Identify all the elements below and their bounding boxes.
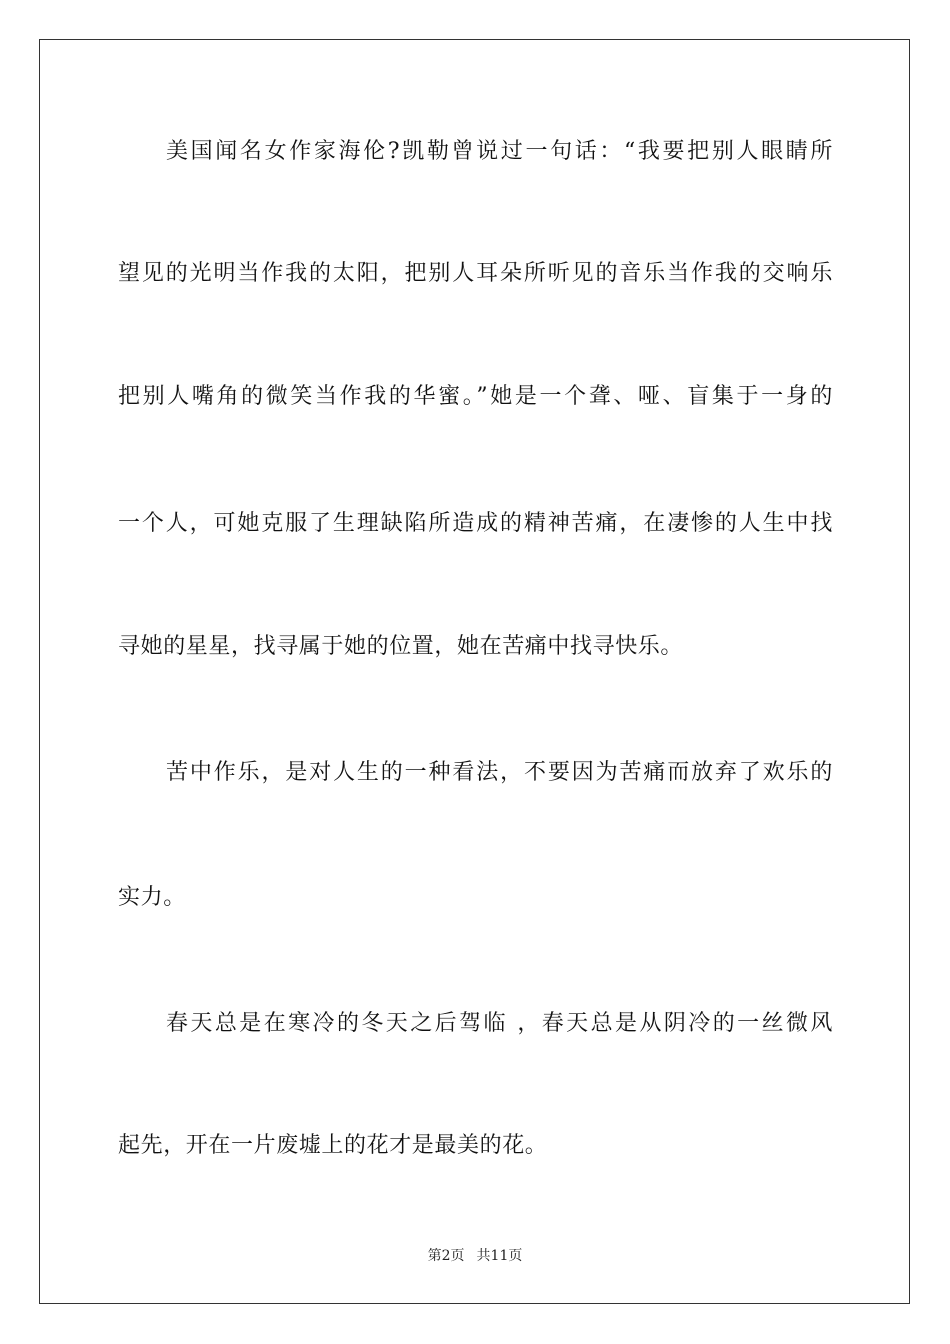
page-frame [39, 39, 910, 1304]
page-footer [0, 1247, 950, 1265]
paragraph-1-line-3: 把别人嘴角的微笑当作我的华蜜。”她是一个聋、哑、盲集于一身的 [118, 384, 833, 409]
paragraph-2-line-2: 实力。 [118, 885, 186, 910]
paragraph-3-line-1: 春天总是在寒冷的冬天之后驾临 ，春天总是从阴冷的一丝微风 [166, 1011, 833, 1036]
page-total: 共11页 [476, 1248, 523, 1264]
paragraph-1-line-4: 一个人，可她克服了生理缺陷所造成的精神苦痛，在凄惨的人生中找 [118, 511, 833, 536]
paragraph-1-line-1: 美国闻名女作家海伦?凯勒曾说过一句话：“我要把别人眼睛所 [166, 139, 833, 164]
paragraph-3-line-2: 起先，开在一片废墟上的花才是最美的花。 [118, 1133, 548, 1158]
paragraph-2-line-1: 苦中作乐，是对人生的一种看法，不要因为苦痛而放弃了欢乐的 [166, 760, 833, 785]
paragraph-1-line-2: 望见的光明当作我的太阳，把别人耳朵所听见的音乐当作我的交响乐 [118, 261, 833, 286]
page-number: 第2页 [427, 1248, 465, 1264]
paragraph-1-line-5: 寻她的星星，找寻属于她的位置，她在苦痛中找寻快乐。 [118, 634, 684, 659]
